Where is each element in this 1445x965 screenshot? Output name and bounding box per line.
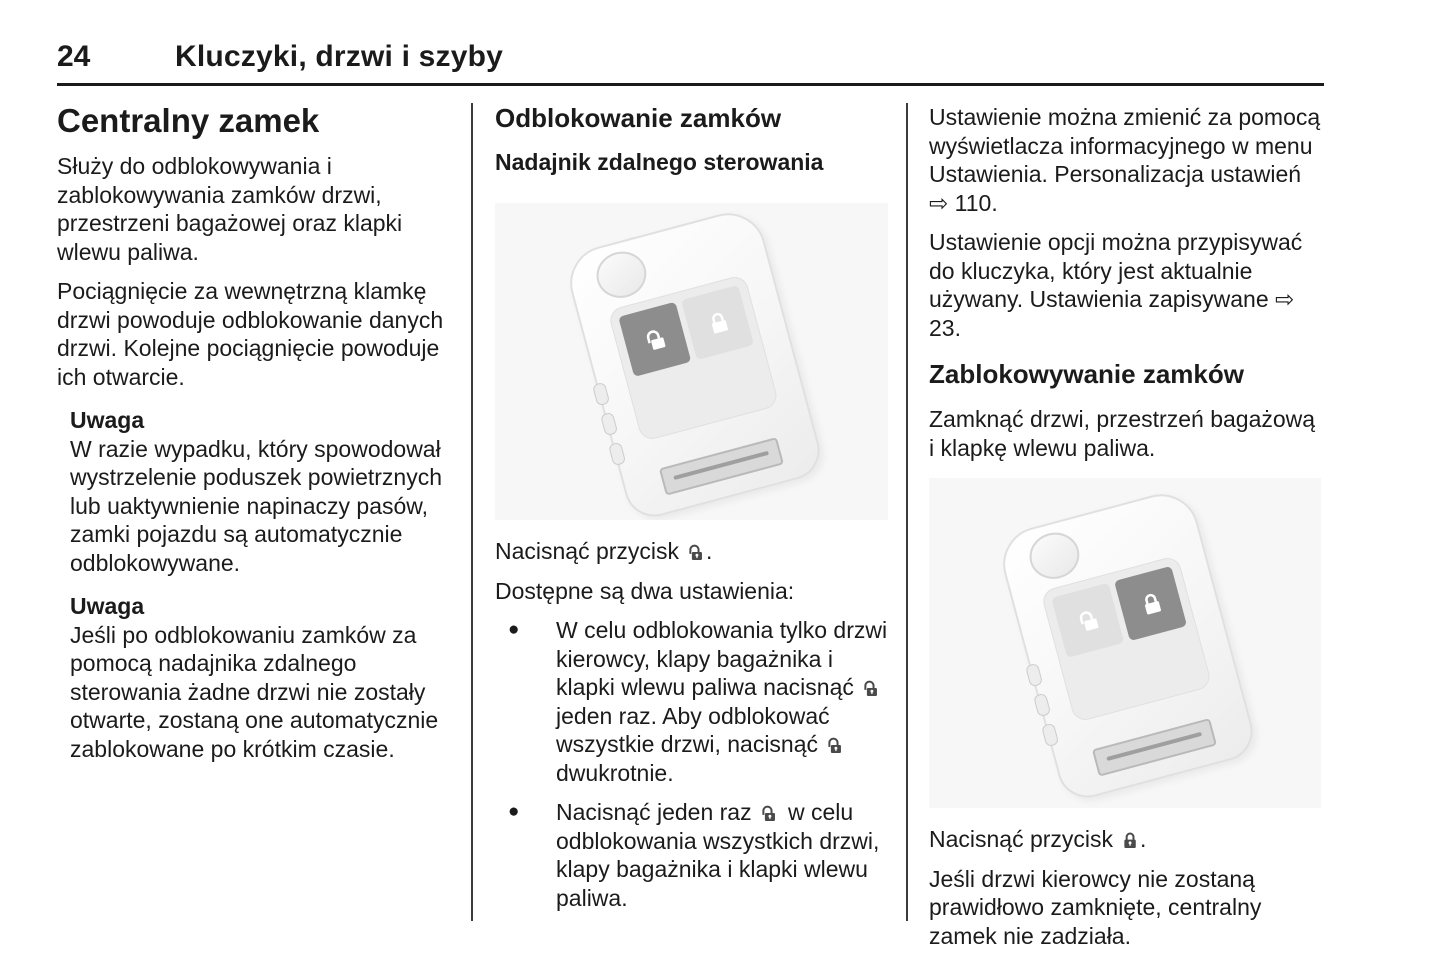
note-text: W razie wypadku, który spowodował wystrzelenie poduszek powietrznych lub uaktywnienie napinaczy pasów, zamki pojazdu są automatycznie odblokowywane. bbox=[70, 435, 443, 576]
paragraph: Ustawienie można zmienić za pomocą wyświetlacza informacyjnego w menu Ustawienia. Personalizacja ustawień ⇨ 110. bbox=[929, 104, 1321, 216]
list-item: ● Nacisnąć jeden raz w celu odblokowania wszystkich drzwi, klapy bagażnika i klapki wlewu paliwa. bbox=[495, 798, 888, 912]
keyfob-bottom-slot bbox=[1092, 718, 1217, 777]
paragraph: Jeśli drzwi kierowcy nie zostaną prawidłowo zamknięte, centralny zamek nie zadziała. bbox=[929, 865, 1262, 949]
note-block bbox=[57, 592, 455, 763]
unlock-button bbox=[618, 301, 691, 376]
note-label: Uwaga bbox=[70, 407, 145, 433]
subsection-heading: Nadajnik zdalnego sterowania bbox=[495, 149, 824, 175]
bullet-list bbox=[495, 616, 888, 912]
section-heading: Odblokowanie zamków bbox=[495, 103, 782, 133]
paragraph: Ustawienie opcji można przypisywać do kluczyka, który jest aktualnie używany. Ustawienia zapisywane ⇨ 23. bbox=[929, 229, 1303, 341]
paragraph: Zamknąć drzwi, przestrzeń bagażową i klapkę wlewu paliwa. bbox=[929, 406, 1316, 461]
paragraph: Pociągnięcie za wewnętrzną klamkę drzwi powoduje odblokowanie danych drzwi. Kolejne pociągnięcie powoduje ich otwarcie. bbox=[57, 278, 444, 390]
keyfob-image-unlock-highlighted bbox=[495, 203, 888, 520]
lock-icon bbox=[1120, 830, 1139, 850]
keyfob-pivot bbox=[1024, 527, 1084, 584]
paragraph: Dostępne są dwa ustawienia: bbox=[495, 577, 795, 604]
keyfob-button-panel bbox=[1040, 555, 1212, 723]
press-instruction: Nacisnąć przycisk . bbox=[929, 826, 1147, 852]
note-text: Jeśli po odblokowaniu zamków za pomocą nadajnika zdalnego sterowania żadne drzwi nie zostały otwarte, zostaną one automatycznie zablokowane po krótkim czasie. bbox=[70, 621, 439, 762]
column-locking bbox=[929, 103, 1321, 961]
column-central-lock bbox=[57, 103, 455, 763]
column-divider bbox=[471, 103, 473, 921]
section-heading: Centralny zamek bbox=[57, 102, 320, 139]
lock-icon bbox=[702, 307, 731, 336]
note-block bbox=[57, 406, 455, 577]
paragraph: Służy do odblokowywania i zablokowywania zamków drzwi, przestrzeni bagażowej oraz klapki wlewu paliwa. bbox=[57, 153, 403, 265]
unlock-icon bbox=[686, 542, 705, 562]
unlock-button bbox=[1051, 583, 1124, 658]
unlock-icon bbox=[861, 678, 880, 698]
bullet-icon: ● bbox=[508, 619, 520, 640]
bullet-icon: ● bbox=[508, 801, 520, 822]
unlock-icon bbox=[759, 803, 778, 823]
keyfob-bottom-slot bbox=[658, 437, 783, 496]
column-unlocking bbox=[495, 103, 888, 923]
header-rule bbox=[57, 83, 1324, 86]
keyfob-side-ridges bbox=[1025, 663, 1059, 748]
list-item: ● W celu odblokowania tylko drzwi kierowcy, klapy bagażnika i klapki wlewu paliwa nacisnąć jeden raz. Aby odblokować wszystkie drzwi, nacisnąć dwukrotnie. bbox=[495, 616, 888, 787]
lock-button bbox=[1114, 566, 1187, 641]
unlock-icon bbox=[825, 735, 844, 755]
keyfob bbox=[561, 204, 826, 520]
chapter-title: Kluczyki, drzwi i szyby bbox=[175, 40, 504, 73]
keyfob bbox=[995, 486, 1260, 804]
keyfob-side-ridges bbox=[591, 381, 625, 466]
press-instruction: Nacisnąć przycisk . bbox=[495, 538, 713, 564]
column-divider bbox=[906, 103, 908, 921]
unlock-icon bbox=[640, 324, 669, 353]
keyfob-image-lock-highlighted bbox=[929, 478, 1321, 808]
lock-button bbox=[681, 284, 754, 359]
page-header bbox=[0, 0, 1445, 74]
keyfob-button-panel bbox=[607, 273, 779, 441]
note-label: Uwaga bbox=[70, 593, 145, 619]
unlock-icon bbox=[1073, 606, 1102, 635]
page-number: 24 bbox=[57, 40, 91, 73]
section-heading: Zablokowywanie zamków bbox=[929, 359, 1244, 389]
content-columns bbox=[0, 103, 1445, 961]
keyfob-pivot bbox=[591, 246, 651, 303]
lock-icon bbox=[1136, 589, 1165, 618]
